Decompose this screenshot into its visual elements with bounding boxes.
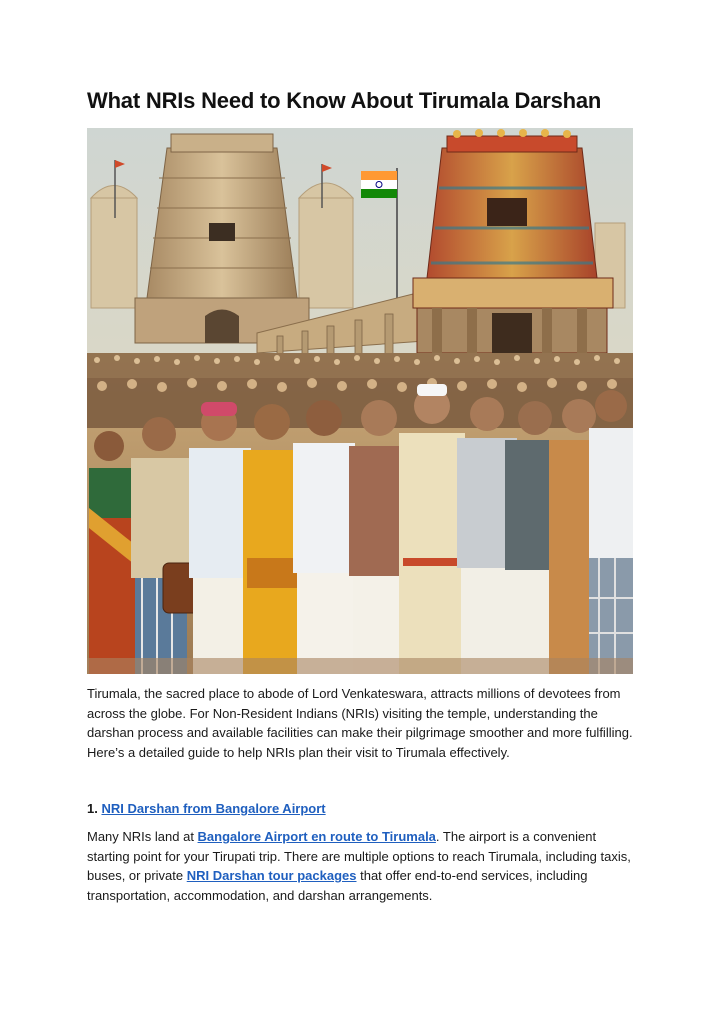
intro-paragraph: Tirumala, the sacred place to abode of Lord Venkateswara, attracts millions of devotees from across the globe. For Non-Resident Indians (NRIs) visiting the temple, understanding the darshan process and available facilities can make their pilgrimage smoother and more fulfilling. Here’s a detailed guide to help NRIs plan their visit to Tirumala effectively. bbox=[87, 686, 633, 760]
section-number: 1. bbox=[87, 801, 98, 816]
article-title: What NRIs Need to Know About Tirumala Darshan bbox=[87, 88, 602, 113]
section-text-1: Many NRIs land at bbox=[87, 829, 198, 844]
section-text-2: . The airport is a convenient starting point for your Tirupati trip. There are multiple options to reach Tirumala, including taxis, buses, or private bbox=[87, 829, 631, 883]
section-text-3: that offer end-to-end services, including transportation, accommodation, and darshan arrangements. bbox=[87, 868, 588, 903]
section-paragraph bbox=[87, 827, 635, 905]
nri-darshan-bangalore-airport-link[interactable]: NRI Darshan from Bangalore Airport bbox=[101, 801, 326, 816]
hero-illustration-tirumala-temple-queue bbox=[87, 128, 633, 674]
bangalore-airport-tirumala-link[interactable]: Bangalore Airport en route to Tirumala bbox=[197, 829, 436, 844]
nri-darshan-tour-packages-link[interactable]: NRI Darshan tour packages bbox=[186, 868, 357, 883]
section-heading bbox=[87, 799, 635, 819]
